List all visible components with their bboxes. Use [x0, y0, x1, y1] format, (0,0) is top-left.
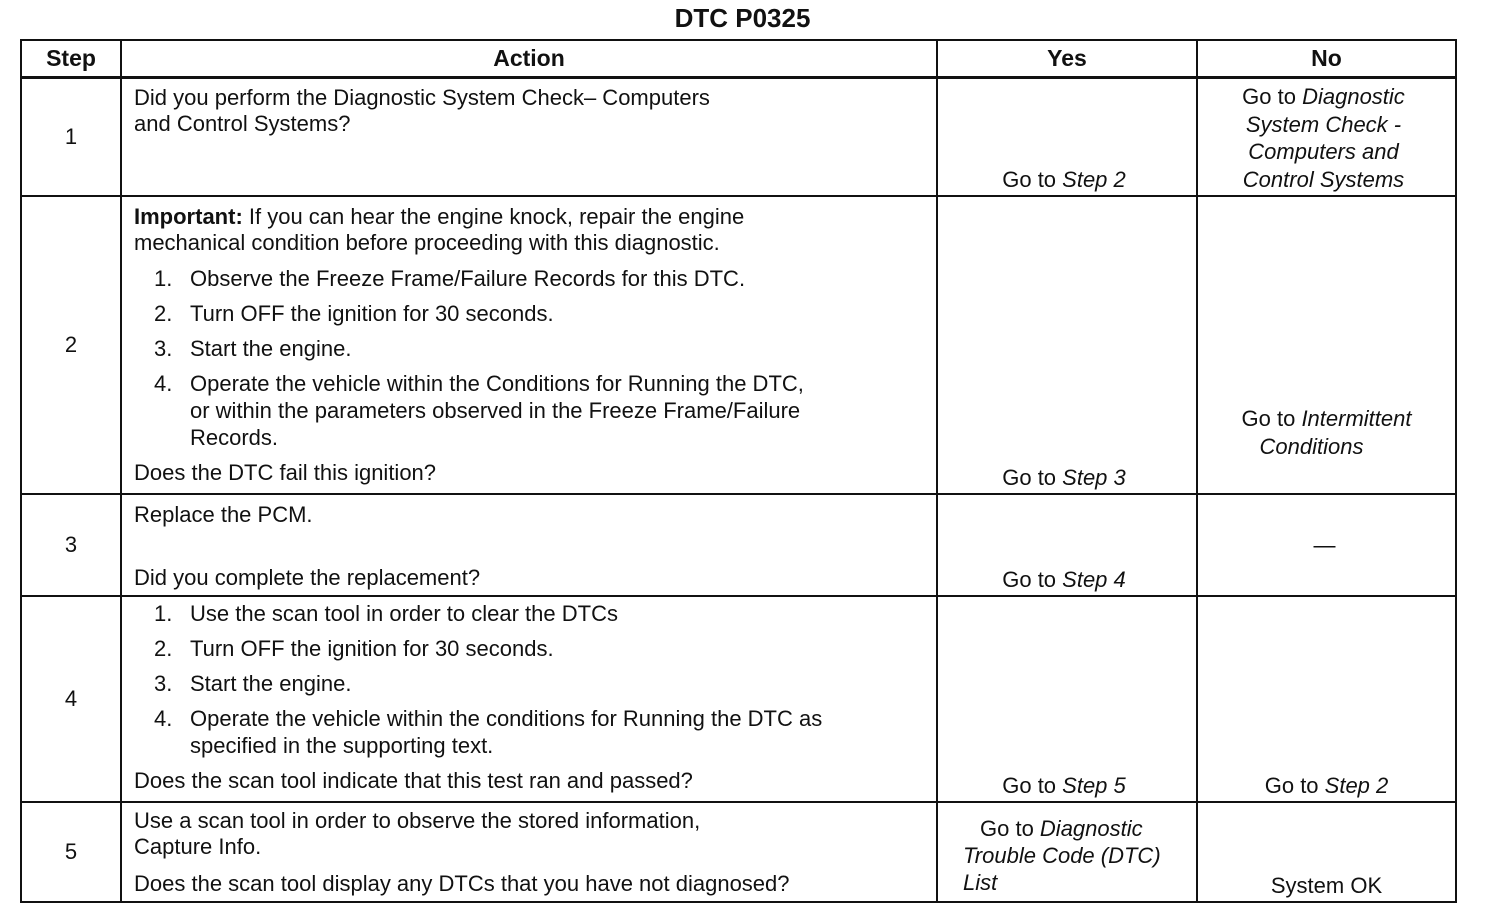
no-cell — [1197, 196, 1456, 494]
step-4-link[interactable]: Step 4 — [1062, 566, 1126, 592]
no-cell — [1197, 802, 1456, 902]
yes-prefix: Go to — [980, 815, 1040, 841]
no-dash: — — [1313, 532, 1336, 557]
question-text: Does the DTC fail this ignition? — [134, 459, 437, 485]
yes-cell — [937, 196, 1197, 494]
list-item: 2. Turn OFF the ignition for 30 seconds. — [154, 635, 554, 661]
diagnostic-system-check-link[interactable] — [1198, 79, 1455, 193]
yes-link-text: Diagnostic — [1039, 815, 1143, 841]
yes-prefix: Go to — [1002, 772, 1063, 798]
table-row — [21, 494, 1456, 596]
action-cell — [121, 196, 937, 494]
header-no: No — [1197, 40, 1456, 78]
table-row — [21, 78, 1456, 196]
diagnostic-table — [20, 39, 1457, 903]
step-number: 4 — [21, 596, 121, 802]
step-3-link[interactable]: Step 3 — [1062, 464, 1126, 490]
action-text: and Control Systems? — [134, 111, 351, 136]
step-number: 1 — [21, 78, 121, 196]
list-item: 4. Operate the vehicle within the Conditions for Running the DTC, or within the parameters observed in the Freeze Frame/Failure Records. — [154, 370, 804, 450]
step-number: 3 — [21, 494, 121, 596]
yes-cell — [937, 802, 1197, 902]
no-link-text: System Check - — [1245, 111, 1402, 137]
no-prefix: Go to — [1264, 772, 1325, 798]
no-link-text: Diagnostic — [1302, 84, 1405, 109]
step-2-link[interactable]: Step 2 — [1062, 166, 1126, 192]
action-cell — [121, 596, 937, 802]
step-5-link[interactable]: Step 5 — [1062, 772, 1126, 798]
no-cell — [1197, 494, 1456, 596]
yes-link-text: Trouble Code (DTC) — [963, 842, 1161, 868]
yes-cell — [937, 596, 1197, 802]
table-row — [21, 596, 1456, 802]
system-ok-text: System OK — [1270, 872, 1383, 898]
header-action: Action — [121, 40, 937, 78]
no-cell — [1197, 596, 1456, 802]
list-item: 2. Turn OFF the ignition for 30 seconds. — [154, 300, 554, 326]
yes-cell — [937, 78, 1197, 196]
table-row — [21, 802, 1456, 902]
table-row — [21, 196, 1456, 494]
yes-prefix: Go to — [1002, 464, 1063, 490]
page-title: DTC P0325 — [674, 3, 811, 33]
yes-prefix: Go to — [1002, 166, 1063, 192]
list-item: 1. Use the scan tool in order to clear the DTCs — [154, 600, 618, 626]
dtc-list-link[interactable] — [938, 803, 1196, 896]
table-header-row — [21, 40, 1456, 78]
step-number: 5 — [21, 802, 121, 902]
action-text: Replace the PCM. — [134, 501, 313, 527]
action-cell — [121, 78, 937, 196]
procedure-list — [134, 600, 926, 759]
list-item: 3. Start the engine. — [154, 335, 352, 361]
list-item: 4. Operate the vehicle within the conditions for Running the DTC as specified in the supporting text. — [154, 705, 823, 758]
list-item: 1. Observe the Freeze Frame/Failure Records for this DTC. — [154, 265, 746, 291]
important-label: Important: — [134, 203, 243, 229]
no-prefix: Go to — [1241, 405, 1302, 431]
list-item: 3. Start the engine. — [154, 670, 352, 696]
action-text: Capture Info. — [134, 833, 262, 859]
question-text: Does the scan tool indicate that this test ran and passed? — [134, 767, 693, 793]
important-text: If you can hear the engine knock, repair the engine — [242, 203, 745, 229]
yes-link-text: List — [963, 869, 998, 895]
question-text: Does the scan tool display any DTCs that you have not diagnosed? — [134, 870, 790, 896]
yes-cell — [937, 494, 1197, 596]
question-text: Did you complete the replacement? — [134, 564, 481, 590]
no-link-text: Conditions — [1259, 433, 1364, 459]
header-step: Step — [21, 40, 121, 78]
procedure-list — [134, 265, 926, 451]
action-text: Use a scan tool in order to observe the stored information, — [134, 807, 701, 833]
header-yes: Yes — [937, 40, 1197, 78]
action-cell — [121, 494, 937, 596]
yes-prefix: Go to — [1002, 566, 1063, 592]
intermittent-conditions-link[interactable] — [1198, 405, 1455, 461]
step-2-link[interactable]: Step 2 — [1324, 772, 1389, 798]
no-prefix: Go to — [1242, 84, 1303, 109]
action-text: Did you perform the Diagnostic System Check– Computers — [134, 85, 710, 110]
no-link-text: Computers and — [1248, 139, 1399, 164]
important-text: mechanical condition before proceeding with this diagnostic. — [134, 229, 720, 255]
no-link-text: Control Systems — [1242, 166, 1405, 192]
action-cell — [121, 802, 937, 902]
no-cell — [1197, 78, 1456, 196]
no-link-text: Intermittent — [1301, 405, 1412, 431]
step-number: 2 — [21, 196, 121, 494]
